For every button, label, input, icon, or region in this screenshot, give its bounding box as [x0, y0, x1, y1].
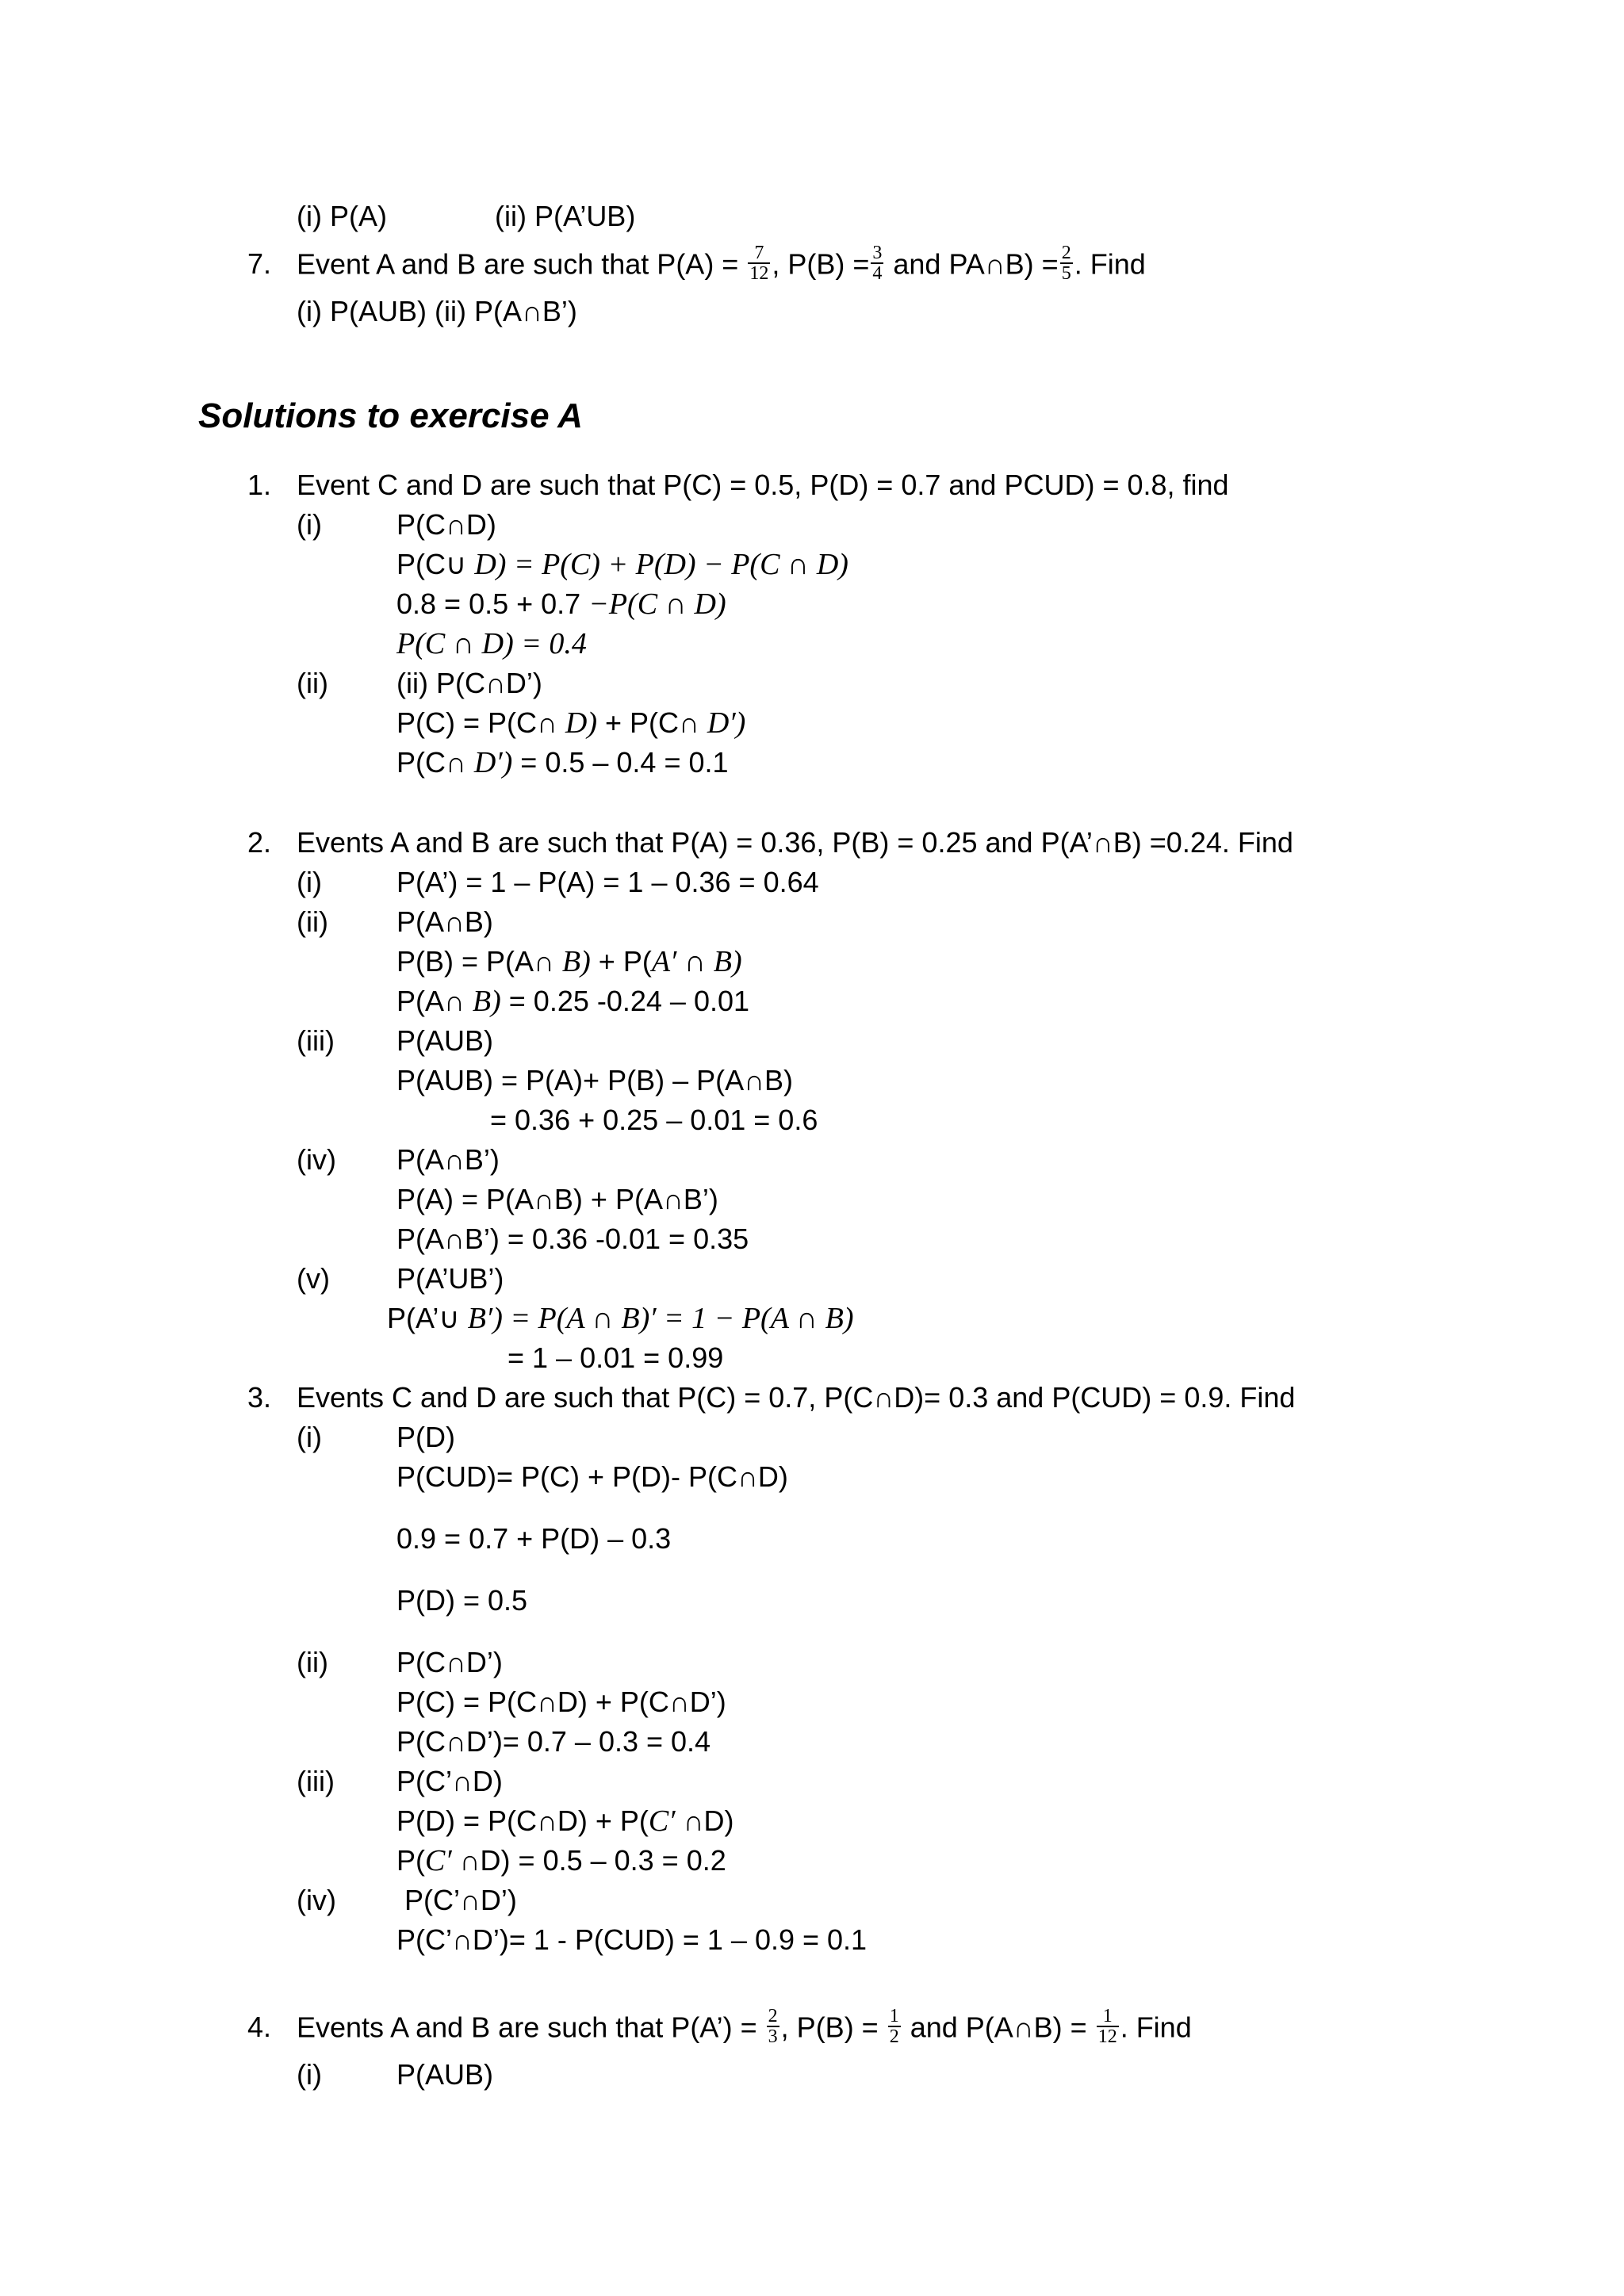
q3-iii-title: P(C’∩D) — [396, 1765, 503, 1797]
q1-number: 1. — [247, 469, 272, 501]
q3-i-label: (i) — [297, 1421, 322, 1453]
q2-iii-line1: P(AUB) = P(A)+ P(B) – P(A∩B) — [396, 1064, 793, 1096]
q1-ii-title: (ii) P(C∩D’) — [396, 667, 542, 699]
q2-i-text: P(A’) = 1 – P(A) = 1 – 0.36 = 0.64 — [396, 866, 819, 898]
q1-text: Event C and D are such that P(C) = 0.5, P(D) = 0.7 and PCUD) = 0.8, find — [297, 469, 1229, 501]
q4-fraction-pab: $\frac{1}{12}$ — [1097, 2006, 1117, 2047]
section-heading: Solutions to exercise A — [198, 396, 583, 435]
prev-part-ii: (ii) P(A’UB) — [495, 200, 636, 232]
q4-fraction-pa-complement: $\frac{2}{3}$ — [768, 2006, 778, 2047]
q1-ii-label: (ii) — [297, 667, 328, 699]
q3-i-line2: 0.9 = 0.7 + P(D) – 0.3 — [396, 1522, 672, 1555]
q1-i-line1: P(C∪ D) = P(C) + P(D) − P(C ∩ D) — [396, 548, 848, 581]
q3-number: 3. — [247, 1381, 272, 1414]
q1-ii-line2: P(C∩ D′) = 0.5 – 0.4 = 0.1 — [396, 746, 729, 779]
q4-number: 4. — [247, 2011, 272, 2043]
q3-ii-label: (ii) — [297, 1646, 328, 1678]
q1-ii-line1: P(C) = P(C∩ D) + P(C∩ D′) — [396, 706, 746, 740]
q3-iii-line2: P(C′ ∩D) = 0.5 – 0.3 = 0.2 — [396, 1844, 726, 1877]
q2-v-line2: = 1 – 0.01 = 0.99 — [508, 1341, 724, 1374]
q3-iv-label: (iv) — [297, 1884, 336, 1916]
q7-text: Event A and B are such that P(A) = $\frac{7}{12}$ , P(B) = $\frac{3}{4}$ and PA∩B) = $\frac{2}{5}$ . Find — [297, 243, 1146, 284]
q2-ii-label: (ii) — [297, 905, 328, 938]
q2-iv-line2: P(A∩B’) = 0.36 -0.01 = 0.35 — [396, 1223, 749, 1255]
q1-i-label: (i) — [297, 508, 322, 541]
q4-i-label: (i) — [297, 2058, 322, 2091]
q7-parts: (i) P(AUB) (ii) P(A∩B’) — [297, 295, 577, 327]
q2-ii-line2: P(A∩ B) = 0.25 -0.24 – 0.01 — [396, 985, 750, 1018]
q1-i-line2: 0.8 = 0.5 + 0.7 −P(C ∩ D) — [396, 587, 726, 621]
q2-iv-label: (iv) — [297, 1143, 336, 1176]
q2-v-line1: P(A’∪ B′) = P(A ∩ B)′ = 1 − P(A ∩ B) — [387, 1302, 854, 1335]
q2-v-title: P(A’UB’) — [396, 1262, 504, 1295]
q2-ii-title: P(A∩B) — [396, 905, 493, 938]
q2-number: 2. — [247, 826, 272, 859]
q2-iii-label: (iii) — [297, 1024, 335, 1057]
q2-iii-line2: = 0.36 + 0.25 – 0.01 = 0.6 — [490, 1104, 818, 1136]
q2-i-label: (i) — [297, 866, 322, 898]
q3-iv-line1: P(C’∩D’)= 1 - P(CUD) = 1 – 0.9 = 0.1 — [396, 1923, 868, 1956]
q4-text: Events A and B are such that P(A’) = $\frac{2}{3}$ , P(B) = $\frac{1}{2}$ and P(A∩B) = $\frac{1}{12}$ . Find — [297, 2006, 1192, 2047]
q3-i-line1: P(CUD)= P(C) + P(D)- P(C∩D) — [396, 1460, 788, 1493]
q7-fraction-pb: $\frac{3}{4}$ — [872, 243, 883, 284]
q2-iii-title: P(AUB) — [396, 1024, 494, 1057]
q2-iv-line1: P(A) = P(A∩B) + P(A∩B’) — [396, 1183, 718, 1215]
q3-iii-line1: P(D) = P(C∩D) + P(C′ ∩D) — [396, 1804, 734, 1838]
prev-part-i: (i) P(A) — [297, 200, 387, 232]
q3-i-title: P(D) — [396, 1421, 455, 1453]
q3-text: Events C and D are such that P(C) = 0.7, P(C∩D)= 0.3 and P(CUD) = 0.9. Find — [297, 1381, 1296, 1414]
q2-text: Events A and B are such that P(A) = 0.36, P(B) = 0.25 and P(A’∩B) =0.24. Find — [297, 826, 1293, 859]
q3-iv-title: P(C’∩D’) — [396, 1884, 517, 1916]
q7-number: 7. — [247, 247, 272, 280]
q2-iv-title: P(A∩B’) — [396, 1143, 500, 1176]
q1-i-title: P(C∩D) — [396, 508, 496, 541]
q7-fraction-pa: $\frac{7}{12}$ — [749, 243, 769, 284]
q4-fraction-pb: $\frac{1}{2}$ — [889, 2006, 899, 2047]
q2-ii-line1: P(B) = P(A∩ B) + P(A′ ∩ B) — [396, 945, 742, 978]
q2-v-label: (v) — [297, 1262, 330, 1295]
q1-i-line3: P(C ∩ D) = 0.4 — [396, 627, 587, 660]
q3-ii-line2: P(C∩D’)= 0.7 – 0.3 = 0.4 — [396, 1725, 711, 1758]
q3-ii-title: P(C∩D’) — [396, 1646, 503, 1678]
q4-i-title: P(AUB) — [396, 2058, 494, 2091]
q3-ii-line1: P(C) = P(C∩D) + P(C∩D’) — [396, 1686, 726, 1718]
q3-i-line3: P(D) = 0.5 — [396, 1584, 528, 1617]
q7-fraction-pab: $\frac{2}{5}$ — [1061, 243, 1071, 284]
q3-iii-label: (iii) — [297, 1765, 335, 1797]
